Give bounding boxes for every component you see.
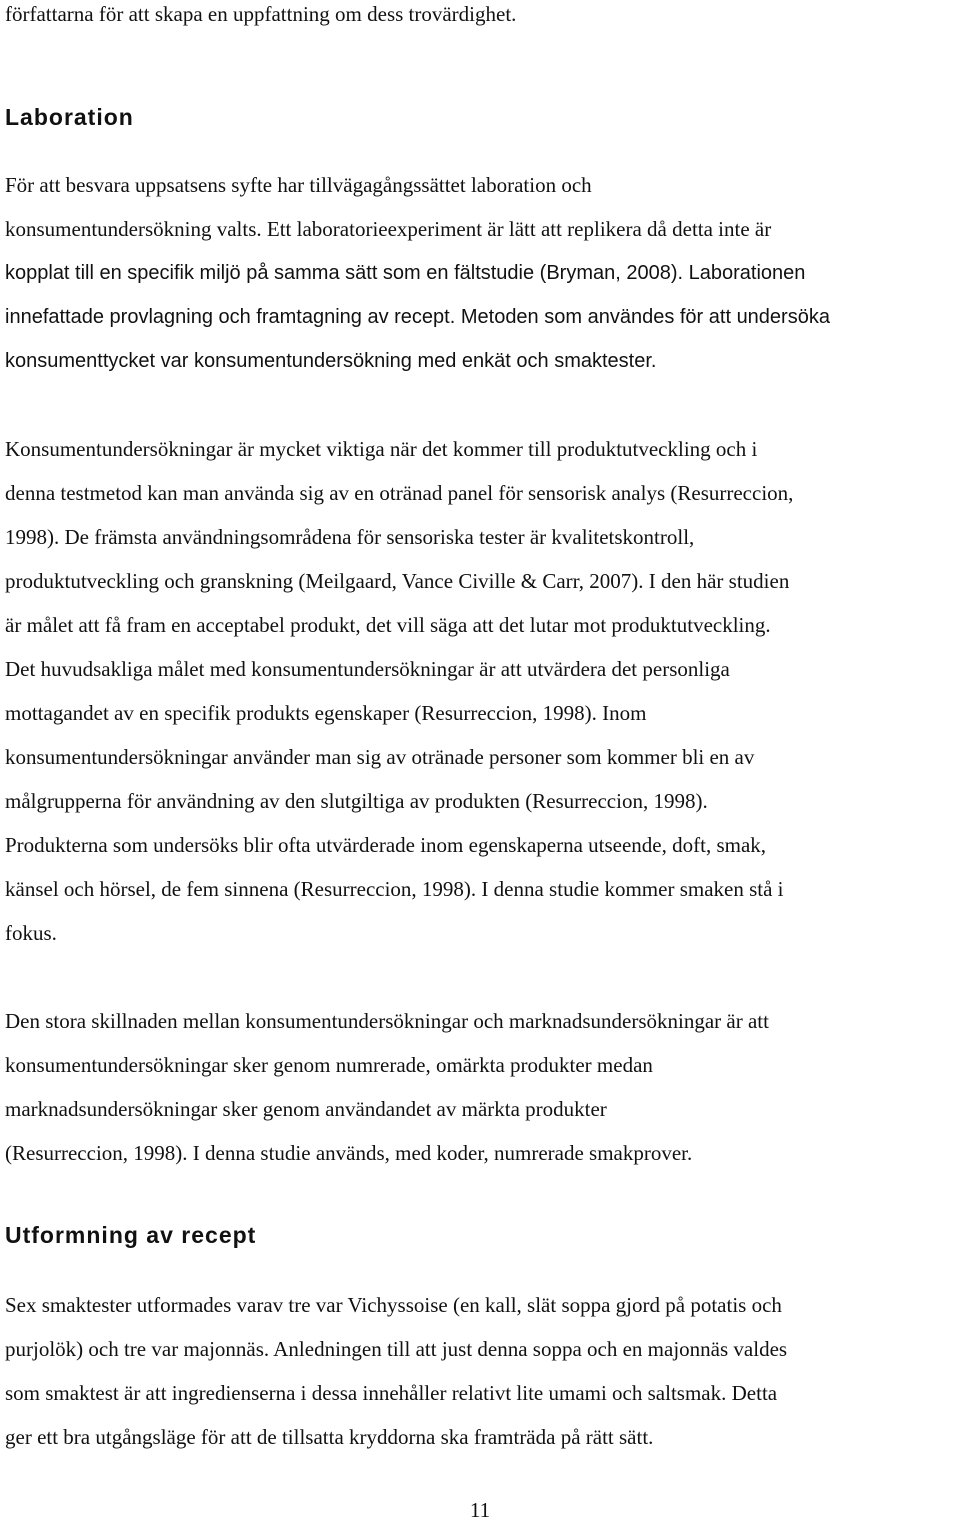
text-line: För att besvara uppsatsens syfte har tillvägagångssättet laboration och — [5, 173, 592, 197]
text-line: Det huvudsakliga målet med konsumentundersökningar är att utvärdera det personliga — [5, 657, 730, 681]
text-line: konsumentundersökningar använder man sig av otränade personer som kommer bli en av — [5, 745, 755, 769]
text-line: denna testmetod kan man använda sig av en otränad panel för sensorisk analys (Resurreccion, — [5, 481, 794, 505]
text-line: purjolök) och tre var majonnäs. Anledningen till att just denna soppa och en majonnäs valdes — [5, 1337, 788, 1361]
section-heading-utformning-av-recept: Utformning av recept — [5, 1222, 257, 1248]
text-line: målgrupperna för användning av den slutgiltiga av produkten (Resurreccion, 1998). — [5, 789, 708, 813]
text-line: kopplat till en specifik miljö på samma sätt som en fältstudie (Bryman, 2008). Laborationen — [5, 262, 806, 284]
text-line: produktutveckling och granskning (Meilgaard, Vance Civille & Carr, 2007). I den här studien — [5, 569, 790, 593]
section-heading-laboration: Laboration — [5, 104, 134, 130]
text-line: ger ett bra utgångsläge för att de tillsatta kryddorna ska framträda på rätt sätt. — [5, 1425, 654, 1449]
page-number: 11 — [469, 1498, 491, 1522]
text-line: Den stora skillnaden mellan konsumentundersökningar och marknadsundersökningar är att — [5, 1009, 769, 1033]
text-line: konsumentundersökningar sker genom numrerade, omärkta produkter medan — [5, 1053, 653, 1077]
text-line: Konsumentundersökningar är mycket viktiga när det kommer till produktutveckling och i — [5, 437, 758, 461]
text-line: är målet att få fram en acceptabel produkt, det vill säga att det lutar mot produktutveckling. — [5, 613, 771, 637]
text-line: konsumenttycket var konsumentundersökning med enkät och smaktester. — [5, 350, 657, 372]
text-line: (Resurreccion, 1998). I denna studie används, med koder, numrerade smakprover. — [5, 1141, 693, 1165]
text-line: känsel och hörsel, de fem sinnena (Resurreccion, 1998). I denna studie kommer smaken stå i — [5, 877, 784, 901]
text-line: mottagandet av en specifik produkts egenskaper (Resurreccion, 1998). Inom — [5, 701, 647, 725]
text-line: marknadsundersökningar sker genom användandet av märkta produkter — [5, 1097, 607, 1121]
text-line: Sex smaktester utformades varav tre var Vichyssoise (en kall, slät soppa gjord på potatis och — [5, 1293, 782, 1317]
text-line: fokus. — [5, 921, 57, 945]
text-line: Produkterna som undersöks blir ofta utvärderade inom egenskaperna utseende, doft, smak, — [5, 833, 767, 857]
text-line: innefattade provlagning och framtagning av recept. Metoden som användes för att undersöka — [5, 306, 830, 328]
text-line: som smaktest är att ingredienserna i dessa innehåller relativt lite umami och saltsmak. Detta — [5, 1381, 778, 1405]
text-line: konsumentundersökning valts. Ett laboratorieexperiment är lätt att replikera då detta inte är — [5, 217, 772, 241]
text-line: 1998). De främsta användningsområdena för sensoriska tester är kvalitetskontroll, — [5, 525, 695, 549]
text-line: författarna för att skapa en uppfattning om dess trovärdighet. — [5, 2, 517, 26]
